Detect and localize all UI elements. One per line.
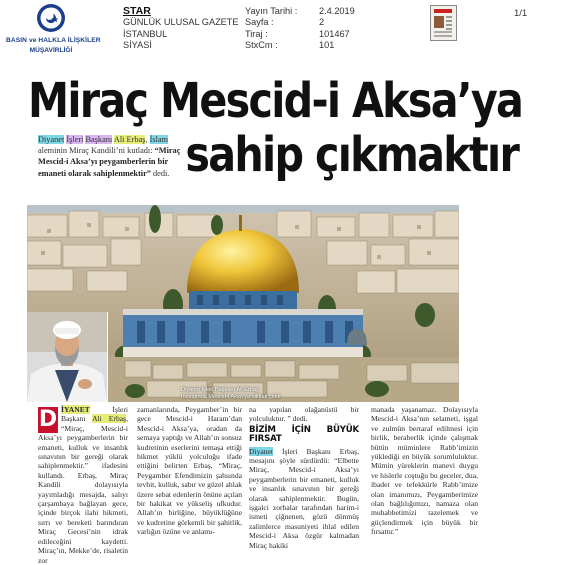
lead-word-baskani: Başkanı bbox=[85, 135, 113, 144]
circulation-value: 101467 bbox=[319, 28, 350, 39]
photo-caption bbox=[181, 387, 282, 401]
lead-comma: , bbox=[145, 135, 148, 144]
article-column-2: zamanlarında, Peygamber’in bir gece Mescid-i Haram’dan Mescid-i Aksa’ya, oradan da semaya yaptığı ve Allah’ın sonsuz kudretinin eserlerini temaşa ettiği hikmet yüklü yolculuğu ifade ettiğini belirten Erbaş, “Miraç, Peygamber Efendimizin şahsında tevhit, kulluk, sabır ve güzel ahlak üzere sebat edenlerin önüne açılan bir hakikat ve yükseliş ufkudur. Allah’ın birliğine, büyüklüğüne ve kudretine görkemli bir şahitlik, varlığın özüne ve anlamı- bbox=[137, 405, 242, 537]
publication-section: SİYASİ bbox=[123, 40, 152, 51]
article-column-1 bbox=[38, 405, 128, 565]
circulation-label: Tiraj : bbox=[245, 28, 268, 39]
date-value: 2.4.2019 bbox=[319, 6, 355, 16]
col1-text-a: İşleri Başkanı bbox=[61, 405, 128, 424]
photo-caption-line1: Diyanet İşleri Başkanı Ali Erbaş, bbox=[181, 387, 261, 393]
article-column-3 bbox=[249, 405, 359, 550]
col1-word-ali-erbas: Ali Erbaş bbox=[92, 414, 127, 424]
logo-text-line2: MÜŞAVİRLİĞİ bbox=[29, 47, 73, 54]
page-value: 2 bbox=[319, 17, 325, 28]
photo-caption-line2: mesajında Mescid-i Aksa’ya dikkati çekti. bbox=[181, 394, 283, 400]
logo-emblem-icon bbox=[34, 3, 68, 33]
portrait-photo bbox=[27, 312, 108, 402]
col1-text-b: , “Miraç, Mescid-i Aksa’yı peygamberlerin bir emaneti, kulluk ve insanlık sınavının bir gereği olarak sahiplenmektir.” ifadesini kullandı. Erbaş, Miraç Kandili dolayısıyla yayımladığı mesajda, salıyı çarşambaya bağlayan gece, içinde birçok ilahi hikmeti, sırrı ve bereketi barındıran Miraç Gecesi’nin idrak edileceğini kaydetti. Miraç’ın, Mekke’de, risaletin zor bbox=[38, 414, 128, 565]
col1-word-diyanet: İYANET bbox=[61, 405, 90, 414]
headline-line2: sahip çıkmaktır bbox=[185, 127, 519, 183]
lead-word-diyanet: Diyanet bbox=[38, 135, 65, 144]
drop-cap: D bbox=[38, 407, 58, 432]
page-counter: 1/1 bbox=[514, 8, 528, 19]
page-thumbnail[interactable] bbox=[430, 5, 457, 41]
publication-city: İSTANBUL bbox=[123, 28, 168, 39]
lead-end: dedi. bbox=[150, 168, 170, 178]
subheading: BİZİM İÇİN BÜYÜK FIRSAT bbox=[249, 424, 359, 445]
agency-logo bbox=[6, 3, 101, 59]
lead-word-islam: İslam bbox=[149, 135, 169, 144]
publication-type: GÜNLÜK ULUSAL GAZETE bbox=[123, 17, 239, 28]
col3-word-diyanet: Diyanet bbox=[249, 446, 274, 456]
headline-line1: Miraç Mescid-i Aksa’ya bbox=[28, 73, 523, 129]
lead-word-isleri: İşleri bbox=[66, 135, 84, 144]
lead-quote: “Miraç Mescid-i Aksa’yı peygamberlerin bir emaneti olarak sahiplenmektir” bbox=[38, 146, 181, 178]
col3-text-a: na yapılan olağanüstü bir yolculuktur. ” dedi. bbox=[249, 405, 359, 424]
size-label: StxCm : bbox=[245, 40, 278, 51]
page-label: Sayfa : bbox=[245, 17, 274, 28]
publication-name: STAR bbox=[123, 5, 151, 17]
article-column-4: manada yaşanamaz. Dolayısıyla Mescid-i Aksa’nın selameti, işgal ve zulmün bertaraf edilmesi için birlik, beraberlik içinde çalışmak bütün müminlere Rabb’imizin yüklediği en büyük sorumluluktur. Mümin yüreklerin manevi duygu ve hislerle coştuğu bu geceler, dua, ibadet ve tefekkürle Rabb’imize olan imanımızı, Peygamberimize olan bağlılığımızı, namaza olan muhabbetimizi tazelemek ve güçlendirmek için büyük bir fırsattır.” bbox=[371, 405, 478, 537]
logo-text-line1: BASIN ve HALKLA İLİŞKİLER bbox=[6, 37, 101, 44]
date-label: Yayın Tarihi : bbox=[245, 6, 298, 16]
lead-paragraph bbox=[38, 134, 185, 179]
portrait-image bbox=[27, 312, 107, 402]
clipping-meta bbox=[245, 6, 355, 52]
lead-word-ali-erbas: Ali Erbaş bbox=[113, 135, 146, 144]
lead-text: aleminin Miraç Kandili’ni kutladı: bbox=[38, 146, 155, 156]
size-value: 101 bbox=[319, 40, 335, 51]
col3-text-b: İşleri Başkanı Erbaş, mesajını şöyle sürdürdü: “Elbette Miraç, Mescid-i Aksa’yı peygamberlerin bir emaneti, kulluk ve insanlık sınavının bir gereği olarak sahiplenmektir. Bugün, işgalci zorbalar tarafından harim-i ismeti çiğnenen, gözü dönmüş zalimlerce masuniyeti ihlal edilen Mescid-i Aksa özgür kalmadan Miraç hakiki bbox=[249, 446, 359, 550]
publication-info bbox=[123, 6, 239, 52]
